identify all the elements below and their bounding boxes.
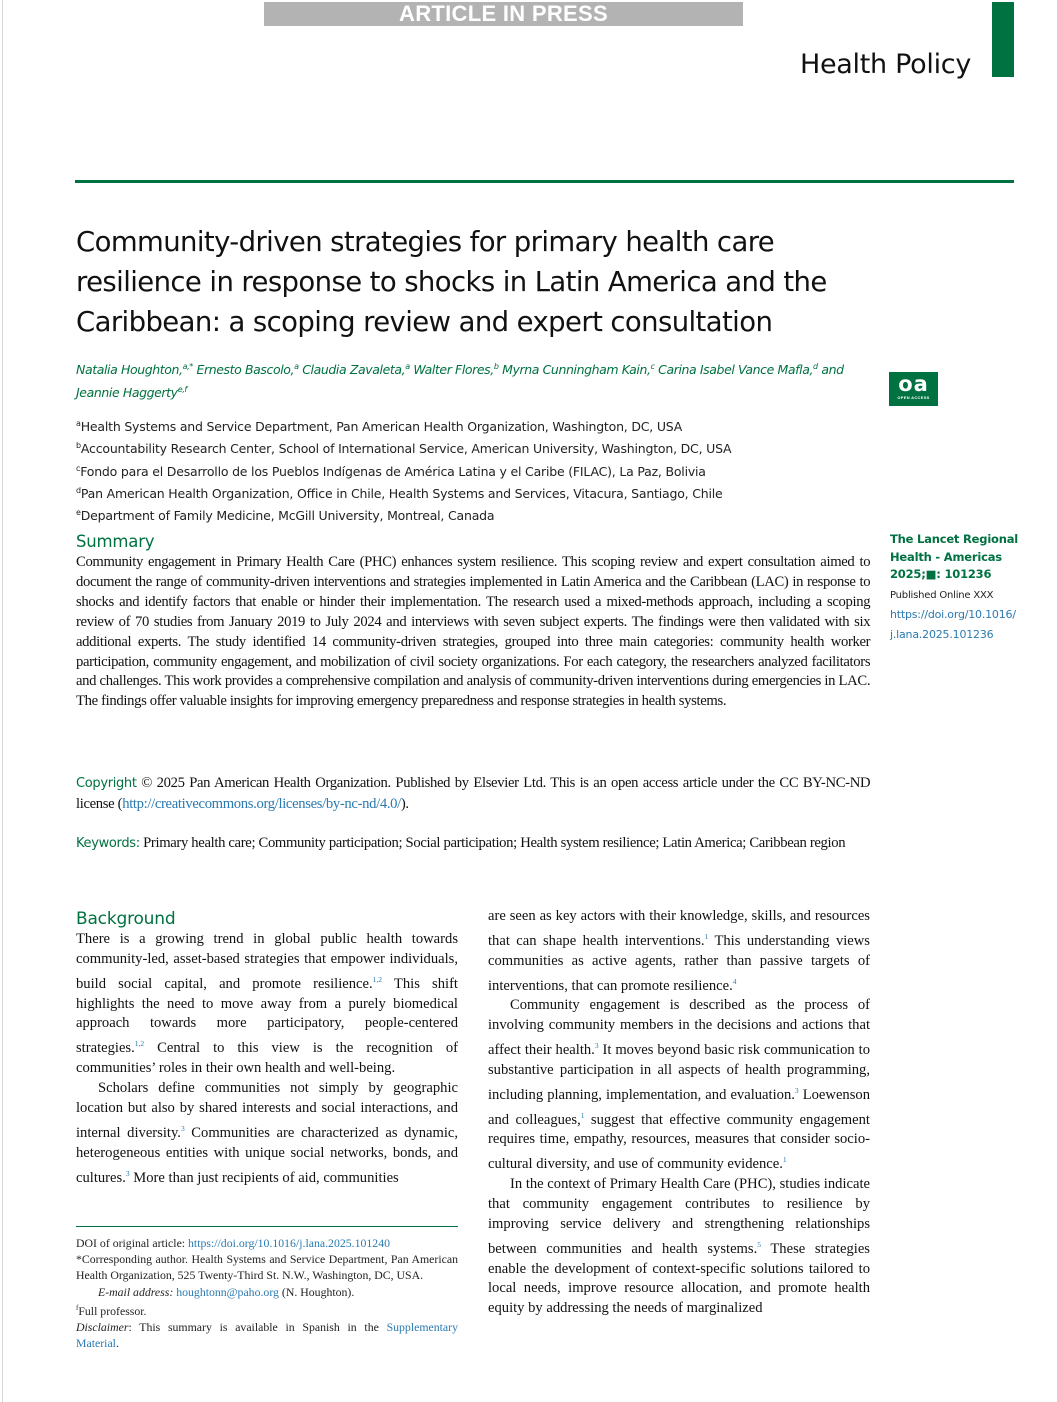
author-name: Ernesto Bascolo, — [196, 362, 295, 378]
article-in-press-banner: ARTICLE IN PRESS — [264, 2, 743, 26]
disclaimer-end: . — [115, 1336, 119, 1351]
footnote-marker: f — [76, 1303, 79, 1312]
paragraph-text: Community engagement is described as the process of involving community members in the decisions and actions that affect their health. — [488, 997, 870, 1059]
author-name: Carina Isabel Vance Mafla, — [658, 362, 814, 378]
citation-reference[interactable]: 3 — [180, 1123, 185, 1133]
author-affiliation-marker: e,f — [177, 385, 187, 395]
paragraph-text: These strategies enable the development of context-specific solutions tailored to local needs, improve resource allocation, and promote health equity by addressing the needs of marginalized — [488, 1240, 870, 1317]
affiliation-text: Fondo para el Desarrollo de los Pueblos Indígenas de América Latina y el Caribe (FILAC), La Paz, Bolivia — [80, 463, 706, 479]
author-name: Myrna Cunningham Kain, — [502, 362, 651, 378]
citation-reference[interactable]: 3 — [794, 1085, 799, 1095]
footnote-email — [76, 1284, 458, 1300]
affiliation-text: Health Systems and Service Department, Pan American Health Organization, Washington, DC, USA — [80, 419, 683, 435]
article-title: Community-driven strategies for primary health care resilience in response to shocks in Latin America and the Caribbean: a scoping review and expert consultation — [76, 226, 827, 338]
paragraph-text: This shift highlights the need to move away from a purely biomedical approach towards more participatory, people-centered strategies. — [76, 975, 458, 1057]
article-doi-link[interactable]: https://doi.org/10.1016/j.lana.2025.101236 — [890, 607, 1016, 641]
citation-reference[interactable]: 3 — [125, 1168, 130, 1178]
author[interactable] — [76, 362, 193, 377]
author[interactable] — [413, 362, 498, 377]
affiliation-item — [76, 414, 876, 436]
body-paragraph — [488, 1175, 870, 1319]
citation-reference[interactable]: 4 — [732, 976, 737, 986]
summary-section — [76, 532, 870, 711]
copyright-text: © 2025 Pan American Health Organization. Published by Elsevier Ltd. This is an open access article under the CC BY-NC-ND license ( — [76, 774, 871, 812]
author-affiliation-marker: d — [813, 362, 818, 371]
journal-name-line: Health - Americas — [890, 549, 1002, 564]
supplementary-material-link[interactable]: Supplementary Material — [76, 1319, 458, 1351]
citation-reference[interactable]: 3 — [594, 1041, 599, 1051]
affiliation-marker: a — [76, 419, 81, 428]
summary-heading: Summary — [76, 532, 155, 551]
disclaimer-label: Disclaimer — [76, 1319, 129, 1334]
keywords-label: Keywords: — [76, 835, 140, 851]
footnote-divider — [76, 1226, 458, 1227]
paragraph-text: suggest that effective community engagement requires time, empathy, resources, measures that consider socio-cultural diversity, and use of community evidence. — [488, 1111, 870, 1173]
affiliation-marker: e — [76, 508, 81, 518]
open-access-label: OPEN ACCESS — [897, 395, 930, 400]
affiliation-text: Pan American Health Organization, Office in Chile, Health Systems and Services, Vitacura, Santiago, Chile — [80, 486, 723, 502]
body-paragraph — [488, 996, 870, 1175]
header-divider — [75, 180, 1014, 183]
citation-reference[interactable]: 5 — [757, 1239, 761, 1249]
background-heading: Background — [76, 909, 176, 929]
paragraph-text: Communities are characterized as dynamic, heterogeneous entities with unique social networks, bonds, and cultures. — [76, 1124, 458, 1186]
author-list — [76, 357, 866, 403]
page-edge-rule — [2, 0, 3, 1402]
citation-reference[interactable]: 1 — [704, 931, 709, 941]
section-tab-marker — [992, 2, 1014, 77]
paragraph-text: Scholars define communities not simply by geographic location but also by shared interests and social interactions, and internal diversity. — [76, 1080, 458, 1141]
author-affiliation-marker: a — [294, 362, 299, 371]
copyright-label: Copyright — [76, 775, 137, 791]
author[interactable] — [196, 362, 298, 377]
affiliation-list — [76, 414, 876, 526]
background-right-paragraphs — [488, 907, 870, 1319]
author-affiliation-marker: b — [493, 362, 499, 371]
affiliation-item — [76, 436, 876, 458]
affiliation-marker: b — [76, 441, 81, 451]
affiliation-text: Accountability Research Center, School of International Service, American University, Washington, DC, USA — [80, 441, 732, 457]
affiliation-marker: c — [76, 463, 81, 473]
footnote-doi — [76, 1235, 458, 1251]
disclaimer-text: : This summary is available in Spanish in the — [128, 1319, 387, 1334]
author[interactable] — [502, 362, 654, 377]
author[interactable] — [302, 362, 410, 377]
background-left-paragraphs — [76, 930, 458, 1188]
open-access-icon — [889, 372, 938, 406]
paragraph-text: Loewenson and colleagues, — [488, 1086, 870, 1128]
paragraph-text: This understanding views communities as active agents, rather than passive targets of interventions, that can promote resilience. — [488, 932, 870, 994]
journal-name-line: The Lancet Regional — [890, 532, 1019, 546]
paragraph-text: More than just recipients of aid, communities — [129, 1169, 399, 1186]
footnote-disclaimer — [76, 1319, 458, 1351]
keywords-list: Primary health care; Community participation; Social participation; Health system resilience; Latin America; Caribbean region — [139, 834, 846, 851]
footnote-f — [76, 1300, 458, 1319]
paragraph-text: are seen as key actors with their knowledge, skills, and resources that can shape health interventions. — [488, 908, 870, 949]
published-online-date: Published Online XXX — [890, 589, 994, 601]
body-column-left — [76, 908, 458, 1188]
email-link[interactable]: houghtonn@paho.org — [176, 1284, 279, 1299]
copyright-text-end: ). — [400, 794, 409, 812]
author[interactable] — [76, 385, 187, 400]
citation-reference[interactable]: 1,2 — [372, 974, 383, 984]
author-affiliation-marker: c — [650, 362, 655, 371]
body-column-right — [488, 907, 870, 1319]
citation-reference[interactable]: 1 — [782, 1155, 787, 1165]
affiliation-item — [76, 459, 876, 481]
citation-reference[interactable]: 1 — [580, 1110, 585, 1120]
affiliation-text: Department of Family Medicine, McGill University, Montreal, Canada — [80, 508, 495, 524]
email-suffix: (N. Houghton). — [278, 1284, 355, 1299]
paragraph-text: Central to this view is the recognition of communities’ roles in their own health and well-being. — [76, 1040, 458, 1077]
author-name: Walter Flores, — [413, 362, 494, 378]
summary-text: Community engagement in Primary Health Care (PHC) enhances system resilience. This scoping review and expert consultation aimed to document the range of community-driven interventions and strategies implemented in Latin America and the Caribbean (LAC) in response to shocks and identify factors that enable or hinder their implementation. The research used a mixed-methods approach, including a scoping review of 70 studies from January 2019 to July 2024 and interviews with seven subject experts. The findings were then validated with six additional experts. The study identified 14 community-driven strategies, grouped into three main categories: community health worker participation, community engagement, and mobilization of civil society organizations. For each category, the researchers analyzed facilitators and challenges. This work provides a comprehensive compilation and analysis of community-driven interventions during emergencies in LAC. The findings offer valuable insights for improving emergency preparedness and response strategies in health systems. — [76, 553, 871, 710]
license-link[interactable]: http://creativecommons.org/licenses/by-nc-nd/4.0/ — [122, 794, 401, 812]
open-access-logo-text: oa — [898, 372, 929, 396]
affiliation-item — [76, 503, 876, 525]
paragraph-text: There is a growing trend in global public health towards community-led, asset-based strategies that empower individuals, build social capital, and promote resilience. — [76, 931, 458, 992]
footnote-doi-label: DOI of original article: — [76, 1236, 189, 1250]
original-article-doi-link[interactable]: https://doi.org/10.1016/j.lana.2025.101240 — [188, 1236, 390, 1250]
author-name: Natalia Houghton, — [76, 362, 183, 378]
citation-reference[interactable]: 1,2 — [134, 1039, 145, 1049]
authors-conjunction: and — [821, 362, 844, 378]
affiliation-item — [76, 481, 876, 503]
author-name: Claudia Zavaleta, — [302, 362, 406, 378]
journal-sidebar — [890, 531, 1020, 644]
author-affiliation-marker: a,* — [182, 362, 193, 371]
copyright-statement — [76, 773, 870, 814]
paragraph-text: It moves beyond basic risk communication to substantive participation in all aspects of health programming, including planning, implementation, and evaluation. — [488, 1042, 870, 1103]
affiliation-marker: d — [76, 486, 81, 496]
author-affiliation-marker: a — [405, 362, 410, 371]
author-name: Jeannie Haggerty — [76, 385, 178, 401]
journal-volume: 2025;■: 101236 — [890, 567, 992, 581]
footnote-corresponding: *Corresponding author. Health Systems and Service Department, Pan American Health Organization, 525 Twenty-Third St. N.W., Washington, DC, USA. — [76, 1252, 458, 1283]
section-label: Health Policy — [799, 49, 971, 80]
body-paragraph — [76, 1079, 458, 1188]
author[interactable] — [658, 362, 818, 377]
paragraph-text: In the context of Primary Health Care (PHC), studies indicate that community engagement contributes to resilience by improving service delivery and strengthening relationships between communities and health systems. — [488, 1176, 870, 1257]
footnote-f-text: Full professor. — [78, 1303, 147, 1318]
email-label: E-mail address: — [98, 1284, 174, 1299]
journal-name — [890, 531, 1020, 584]
keywords — [76, 833, 870, 854]
body-paragraph — [488, 907, 870, 996]
body-paragraph — [76, 930, 458, 1079]
footnotes — [76, 1235, 458, 1351]
